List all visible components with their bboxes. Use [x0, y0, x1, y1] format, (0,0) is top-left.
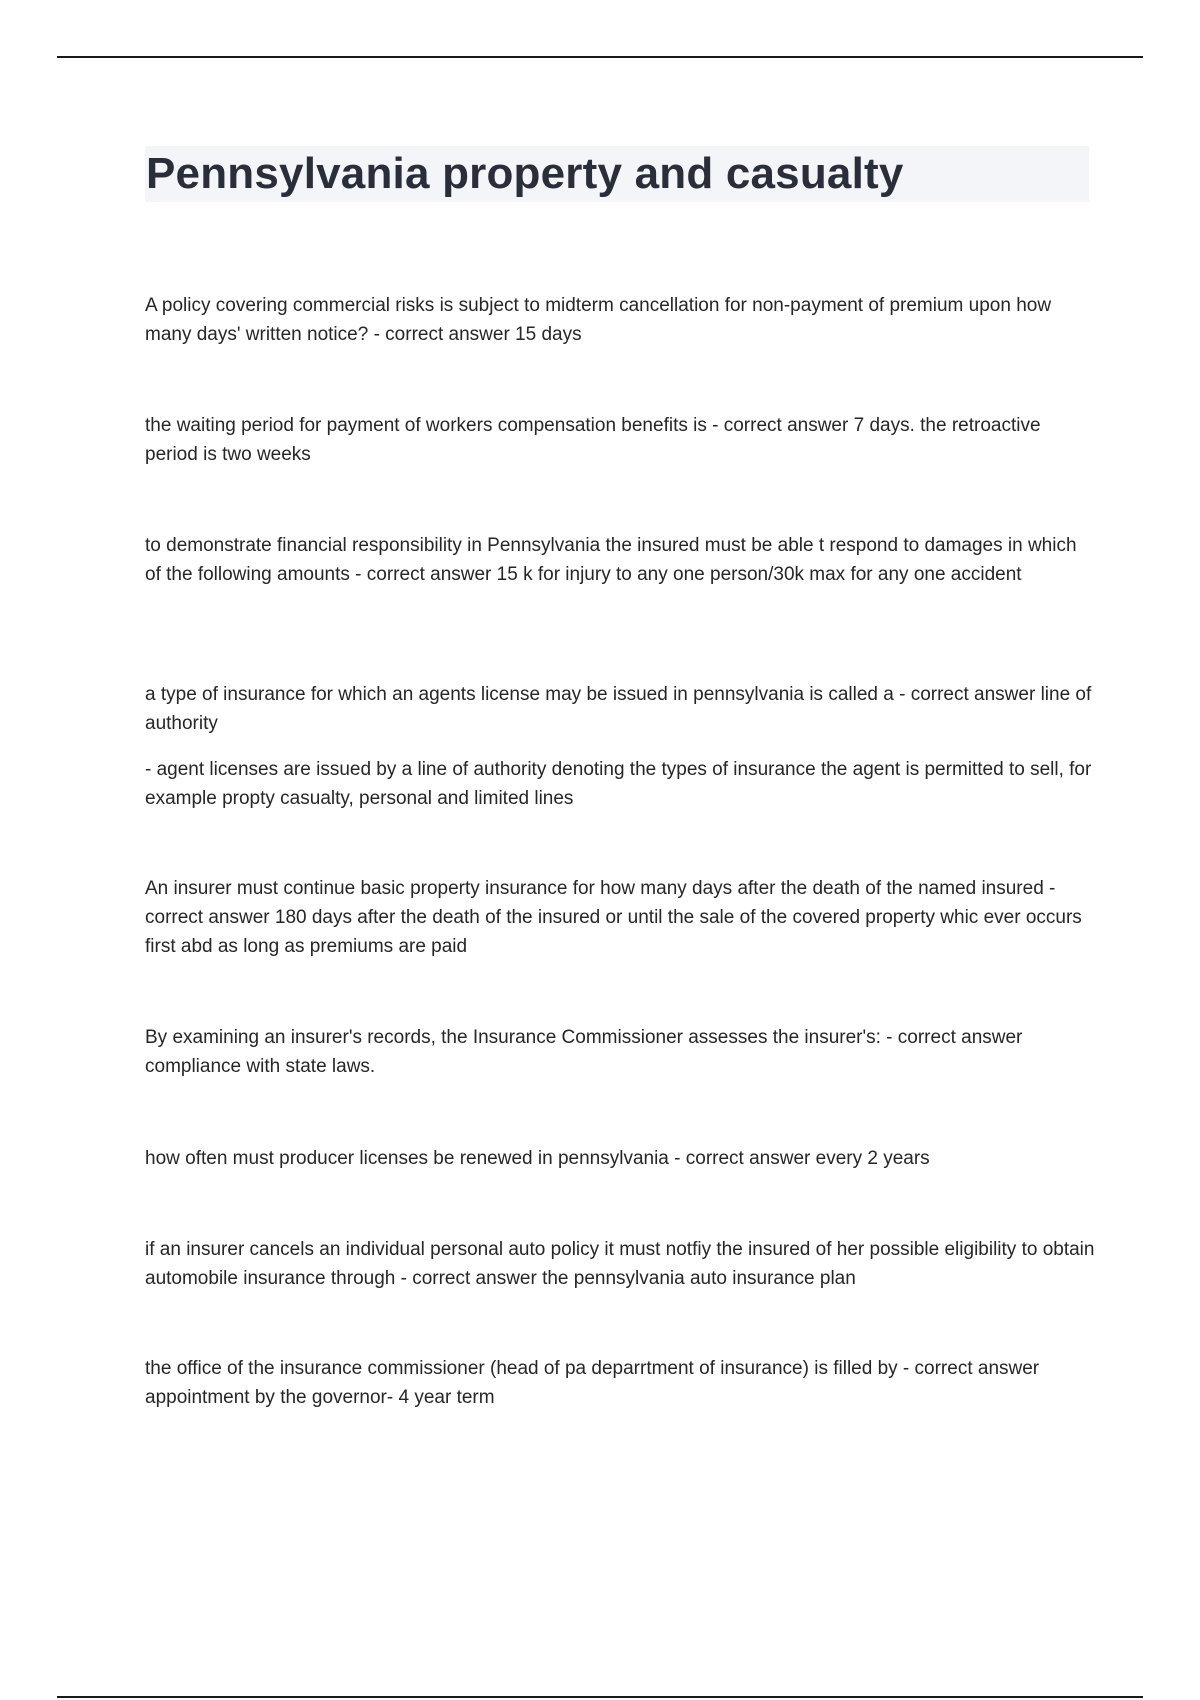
qa-entry-4: a type of insurance for which an agents license may be issued in pennsylvania is called a - correct answer line of authority	[145, 684, 1092, 734]
top-divider	[57, 56, 1143, 58]
qa-entry-4-note: - agent licenses are issued by a line of authority denoting the types of insurance the agent is permitted to sell, for example propty casualty, personal and limited lines	[145, 759, 1092, 809]
qa-entry-1: A policy covering commercial risks is subject to midterm cancellation for non-payment of premium upon how many days' written notice? - correct answer 15 days	[145, 295, 1052, 345]
page-title: Pennsylvania property and casualty	[146, 149, 904, 198]
qa-entry-3: to demonstrate financial responsibility in Pennsylvania the insured must be able t respond to damages in which of the following amounts - correct answer 15 k for injury to any one person/30k max for any one accident	[145, 535, 1077, 585]
qa-entry-6: By examining an insurer's records, the Insurance Commissioner assesses the insurer's: - correct answer compliance with state laws.	[145, 1027, 1023, 1077]
qa-entry-2: the waiting period for payment of workers compensation benefits is - correct answer 7 days. the retroactive period is two weeks	[145, 415, 1041, 465]
qa-entry-9: the office of the insurance commissioner (head of pa deparrtment of insurance) is filled by - correct answer appointment by the governor- 4 year term	[145, 1358, 1040, 1408]
qa-entry-5: An insurer must continue basic property insurance for how many days after the death of the named insured - correct answer 180 days after the death of the insured or until the sale of the covered property whic ever occurs first abd as long as premiums are paid	[145, 878, 1082, 957]
qa-entry-8: if an insurer cancels an individual personal auto policy it must notfiy the insured of her possible eligibility to obtain automobile insurance through - correct answer the pennsylvania auto insurance plan	[145, 1239, 1095, 1289]
bottom-divider	[57, 1696, 1143, 1698]
qa-entry-7: how often must producer licenses be renewed in pennsylvania - correct answer every 2 years	[145, 1148, 930, 1169]
